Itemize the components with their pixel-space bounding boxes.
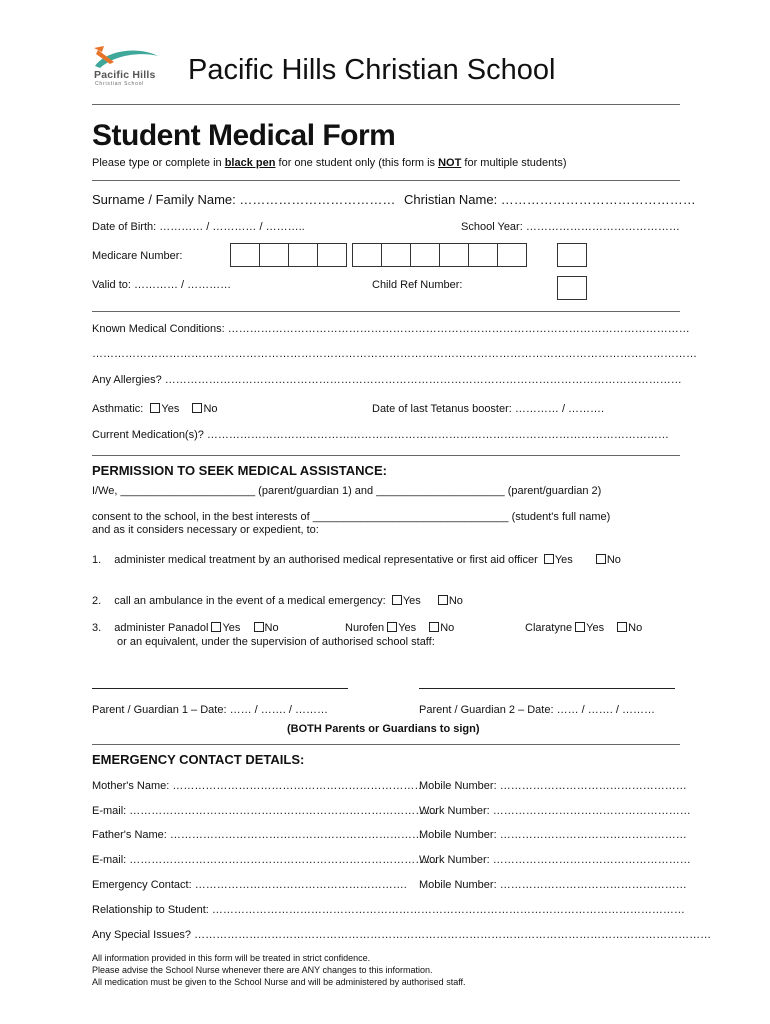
item-1 — [92, 554, 631, 566]
father-work-field[interactable]: Work Number: ……………………………………………… — [419, 854, 691, 866]
dob-field[interactable]: Date of Birth: ………… / ………… / ……….. — [92, 221, 305, 233]
logo-swoosh-icon — [92, 44, 162, 72]
emergency-mobile-field[interactable]: Mobile Number: …………………………………………… — [419, 879, 687, 891]
no-label: No — [448, 595, 463, 607]
panadol-no-checkbox[interactable] — [254, 622, 289, 634]
instr-text: Please type or complete in — [92, 157, 222, 169]
allergies-field[interactable]: Any Allergies? …………………………………………………………………………………………………………………………… — [92, 374, 682, 386]
permission-heading: PERMISSION TO SEEK MEDICAL ASSISTANCE: — [92, 463, 387, 478]
claratyne-row — [525, 622, 652, 634]
checkbox-icon — [575, 622, 585, 632]
item-3 — [92, 622, 289, 634]
medicare-digit-box[interactable] — [288, 243, 318, 267]
no-label: No — [203, 403, 218, 415]
divider — [92, 744, 680, 745]
guardian-2-date[interactable]: Parent / Guardian 2 – Date: …… / ……. / ……… — [419, 704, 655, 716]
item-3-continued: or an equivalent, under the supervision of authorised school staff: — [117, 636, 435, 648]
checkbox-icon — [544, 554, 554, 564]
checkbox-icon — [596, 554, 606, 564]
medicare-digit-box[interactable] — [468, 243, 498, 267]
checkbox-icon — [192, 403, 202, 413]
yes-label: Yes — [222, 622, 241, 634]
father-name-field[interactable]: Father's Name: …………………………………………………………… — [92, 829, 423, 841]
claratyne-no-checkbox[interactable] — [617, 622, 652, 634]
medical-conditions-field[interactable]: Known Medical Conditions: ……………………………………………………………………………………………………………… — [92, 323, 690, 335]
school-logo — [92, 44, 162, 90]
footer-note-2: Please advise the School Nurse whenever there are ANY changes to this information. — [92, 965, 433, 975]
item-2-yes-checkbox[interactable] — [392, 595, 435, 607]
item-1-no-checkbox[interactable] — [596, 554, 631, 566]
asthmatic-no-checkbox[interactable] — [192, 403, 227, 415]
nurofen-no-checkbox[interactable] — [429, 622, 464, 634]
panadol-yes-checkbox[interactable] — [211, 622, 250, 634]
divider — [92, 180, 680, 181]
father-mobile-field[interactable]: Mobile Number: …………………………………………… — [419, 829, 687, 841]
medicare-digit-box[interactable] — [352, 243, 382, 267]
medicare-number-boxes-2 — [353, 243, 527, 267]
mother-work-field[interactable]: Work Number: ……………………………………………… — [419, 805, 691, 817]
item-3-text: administer Panadol — [114, 622, 209, 634]
tetanus-field[interactable]: Date of last Tetanus booster: ………… / ………. — [372, 403, 605, 415]
medicare-issue-box[interactable] — [557, 243, 587, 267]
instr-text-mid: for one student only (this form is — [278, 157, 436, 169]
asthmatic-label: Asthmatic: — [92, 403, 144, 415]
special-issues-field[interactable]: Any Special Issues? …………………………………………………………………………………………………………………………… — [92, 929, 712, 941]
item-1-text: administer medical treatment by an authorised medical representative or first aid officer — [114, 554, 538, 566]
footer-note-3: All medication must be given to the School Nurse and will be administered by authorised staff. — [92, 977, 466, 987]
medicare-digit-box[interactable] — [259, 243, 289, 267]
yes-label: Yes — [402, 595, 421, 607]
no-label: No — [440, 622, 455, 634]
valid-to-field[interactable]: Valid to: ………… / ………… — [92, 279, 232, 291]
form-instructions — [92, 157, 567, 169]
divider — [92, 104, 680, 105]
item-2-text: call an ambulance in the event of a medical emergency: — [114, 595, 386, 607]
instr-black-pen: black pen — [224, 157, 276, 169]
checkbox-icon — [211, 622, 221, 632]
medical-conditions-continued[interactable]: ………………………………………………………………………………………………………………………………………………… — [92, 348, 697, 360]
nurofen-row — [345, 622, 464, 634]
medicare-label: Medicare Number: — [92, 250, 183, 262]
no-label: No — [606, 554, 621, 566]
yes-label: Yes — [398, 622, 417, 634]
item-2-no-checkbox[interactable] — [438, 595, 473, 607]
medicare-digit-box[interactable] — [230, 243, 260, 267]
medicare-digit-box[interactable] — [497, 243, 527, 267]
school-year-field[interactable]: School Year: …………………………………… — [461, 221, 680, 233]
instr-not: NOT — [438, 157, 462, 169]
guardian-1-date[interactable]: Parent / Guardian 1 – Date: …… / ……. / ……… — [92, 704, 328, 716]
child-ref-label: Child Ref Number: — [372, 279, 463, 291]
surname-field[interactable]: Surname / Family Name: ……………………………… — [92, 192, 396, 207]
form-title: Student Medical Form — [92, 119, 396, 152]
checkbox-icon — [387, 622, 397, 632]
student-name-line[interactable]: consent to the school, in the best interests of ________________________________ (student's full name) — [92, 511, 611, 523]
nurofen-yes-checkbox[interactable] — [387, 622, 426, 634]
no-label: No — [264, 622, 279, 634]
signature-line-1[interactable] — [92, 688, 348, 689]
medicare-number-boxes — [231, 243, 347, 267]
divider — [92, 455, 680, 456]
mother-mobile-field[interactable]: Mobile Number: …………………………………………… — [419, 780, 687, 792]
consent-text: and as it considers necessary or expedient, to: — [92, 524, 319, 536]
both-sign-note: (BOTH Parents or Guardians to sign) — [287, 723, 480, 735]
divider — [92, 311, 680, 312]
logo-subtitle: Christian School — [95, 81, 145, 87]
claratyne-label: Claratyne — [525, 622, 573, 634]
checkbox-icon — [254, 622, 264, 632]
medicare-digit-box[interactable] — [410, 243, 440, 267]
christian-name-field[interactable]: Christian Name: ……………………………………… — [404, 192, 696, 207]
checkbox-icon — [617, 622, 627, 632]
school-name: Pacific Hills Christian School — [188, 54, 556, 86]
no-label: No — [628, 622, 643, 634]
medicare-digit-box[interactable] — [381, 243, 411, 267]
yes-label: Yes — [586, 622, 605, 634]
claratyne-yes-checkbox[interactable] — [575, 622, 614, 634]
medicare-digit-box[interactable] — [439, 243, 469, 267]
checkbox-icon — [429, 622, 439, 632]
nurofen-label: Nurofen — [345, 622, 385, 634]
mother-name-field[interactable]: Mother's Name: …………………………………………………………… — [92, 780, 426, 792]
child-ref-box[interactable] — [557, 276, 587, 300]
medications-field[interactable]: Current Medication(s)? ……………………………………………………………………………………………………………… — [92, 429, 669, 441]
item-2 — [92, 595, 473, 607]
emergency-contact-field[interactable]: Emergency Contact: …………………………………………………. — [92, 879, 407, 891]
signature-line-2[interactable] — [419, 688, 675, 689]
emergency-heading: EMERGENCY CONTACT DETAILS: — [92, 752, 305, 767]
asthmatic-row — [92, 403, 228, 415]
checkbox-icon — [438, 595, 448, 605]
checkbox-icon — [392, 595, 402, 605]
medicare-digit-box[interactable] — [317, 243, 347, 267]
logo-name: Pacific Hills — [94, 69, 156, 81]
item-1-yes-checkbox[interactable] — [544, 554, 593, 566]
instr-text-post: for multiple students) — [464, 157, 567, 169]
footer-note-1: All information provided in this form will be treated in strict confidence. — [92, 953, 371, 963]
mother-email-field[interactable]: E-mail: ………………………………………………………………………… — [92, 805, 438, 817]
item-number: 1. — [92, 554, 102, 566]
relationship-field[interactable]: Relationship to Student: ………………………………………………………………………………………………………………… — [92, 904, 685, 916]
yes-label: Yes — [554, 554, 573, 566]
guardian-names-line[interactable]: I/We, ______________________ (parent/guardian 1) and _____________________ (parent/guardian 2) — [92, 485, 602, 497]
item-number: 2. — [92, 595, 102, 607]
father-email-field[interactable]: E-mail: ………………………………………………………………………… — [92, 854, 438, 866]
checkbox-icon — [150, 403, 160, 413]
item-number: 3. — [92, 622, 102, 634]
asthmatic-yes-checkbox[interactable] — [150, 403, 189, 415]
yes-label: Yes — [161, 403, 180, 415]
